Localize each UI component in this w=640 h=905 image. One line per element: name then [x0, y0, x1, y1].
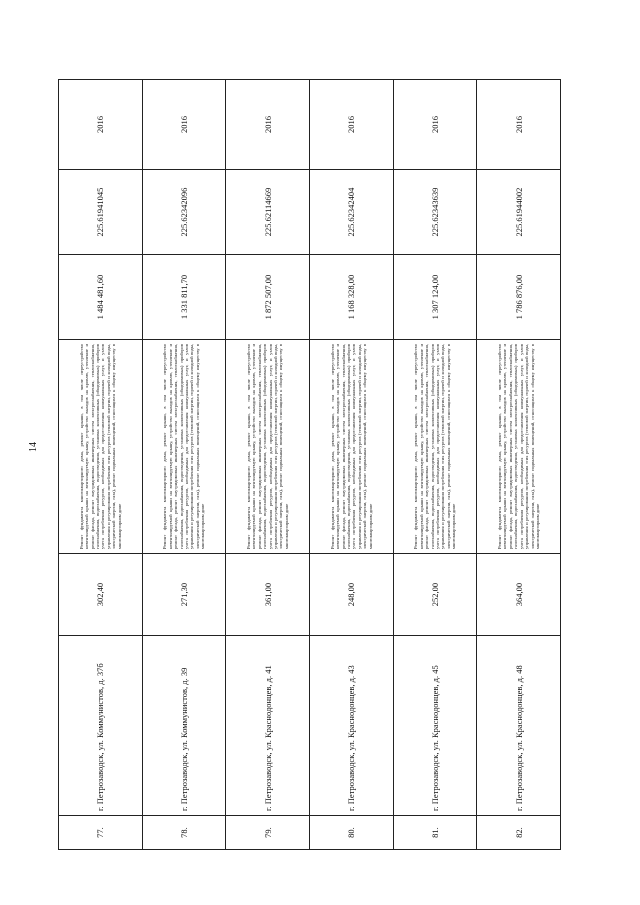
table-row	[142, 79, 226, 849]
row-work-description: Ремонт фундамента многоквартирного дома, ремонт крыши, в том числе переустройство невентилируемой крыши на вентилируемую крышу, устройство выходов на кровлю, утепление и ремонт фасада, ремонт внутридомовых инженерных систем электроснабжения, теплоснабжения, газоснабжения, водоснабжения, водоотведения, установка коллективных (общедомовых) приборов учета потребления ресурсов, необходимых для предоставления коммунальных услуг, и узлов управления и регулирования потребления этих ресурсов (тепловой энергии, горячей и холодной воды, электрической энергии, газа), ремонт подвальных помещений, относящихся к общему имуществу в многоквартирном доме	[59, 339, 142, 553]
page-number: 14	[28, 442, 39, 452]
row-code: 225.61941045	[59, 169, 142, 254]
row-work-description: Ремонт фундамента многоквартирного дома, ремонт крыши, в том числе переустройство невентилируемой крыши на вентилируемую крышу, устройство выходов на кровлю, утепление и ремонт фасада, ремонт внутридомовых инженерных систем электроснабжения, теплоснабжения, газоснабжения, водоснабжения, водоотведения, установка коллективных (общедомовых) приборов учета потребления ресурсов, необходимых для предоставления коммунальных услуг, и узлов управления и регулирования потребления этих ресурсов (тепловой энергии, горячей и холодной воды, электрической энергии, газа), ремонт подвальных помещений, относящихся к общему имуществу в многоквартирном доме	[143, 339, 226, 553]
row-cost: 1 872 507,00	[226, 254, 309, 339]
row-number: 78.	[143, 815, 226, 849]
row-year: 2016	[143, 79, 226, 169]
table-row	[476, 79, 560, 849]
row-year: 2016	[477, 79, 560, 169]
row-address: г. Петрозаводск, ул. Краснодонцев, д. 45	[394, 635, 477, 815]
row-address: г. Петрозаводск, ул. Коммунистов, д. 39	[143, 635, 226, 815]
row-number: 79.	[226, 815, 309, 849]
row-number: 80.	[310, 815, 393, 849]
row-cost: 1 484 481,60	[59, 254, 142, 339]
table-row	[393, 79, 477, 849]
row-year: 2016	[226, 79, 309, 169]
row-work-description: Ремонт фундамента многоквартирного дома, ремонт крыши, в том числе переустройство невентилируемой крыши на вентилируемую крышу, устройство выходов на кровлю, утепление и ремонт фасада, ремонт внутридомовых инженерных систем электроснабжения, теплоснабжения, газоснабжения, водоснабжения, водоотведения, установка коллективных (общедомовых) приборов учета потребления ресурсов, необходимых для предоставления коммунальных услуг, и узлов управления и регулирования потребления этих ресурсов (тепловой энергии, горячей и холодной воды, электрической энергии, газа), ремонт подвальных помещений, относящихся к общему имуществу в многоквартирном доме	[310, 339, 393, 553]
row-number: 82.	[477, 815, 560, 849]
row-address: г. Петрозаводск, ул. Коммунистов, д. 37б	[59, 635, 142, 815]
table-row	[225, 79, 309, 849]
row-work-description: Ремонт фундамента многоквартирного дома, ремонт крыши, в том числе переустройство невентилируемой крыши на вентилируемую крышу, устройство выходов на кровлю, утепление и ремонт фасада, ремонт внутридомовых инженерных систем электроснабжения, теплоснабжения, газоснабжения, водоснабжения, водоотведения, установка коллективных (общедомовых) приборов учета потребления ресурсов, необходимых для предоставления коммунальных услуг, и узлов управления и регулирования потребления этих ресурсов (тепловой энергии, горячей и холодной воды, электрической энергии, газа), ремонт подвальных помещений, относящихся к общему имуществу в многоквартирном доме	[477, 339, 560, 553]
row-work-description: Ремонт фундамента многоквартирного дома, ремонт крыши, в том числе переустройство невентилируемой крыши на вентилируемую крышу, устройство выходов на кровлю, утепление и ремонт фасада, ремонт внутридомовых инженерных систем электроснабжения, теплоснабжения, газоснабжения, водоснабжения, водоотведения, установка коллективных (общедомовых) приборов учета потребления ресурсов, необходимых для предоставления коммунальных услуг, и узлов управления и регулирования потребления этих ресурсов (тепловой энергии, горячей и холодной воды, электрической энергии, газа), ремонт подвальных помещений, относящихся к общему имуществу в многоквартирном доме	[394, 339, 477, 553]
row-area: 364,00	[477, 553, 560, 635]
row-year: 2016	[310, 79, 393, 169]
row-cost: 1 307 124,00	[394, 254, 477, 339]
row-work-description: Ремонт фундамента многоквартирного дома, ремонт крыши, в том числе переустройство невентилируемой крыши на вентилируемую крышу, устройство выходов на кровлю, утепление и ремонт фасада, ремонт внутридомовых инженерных систем электроснабжения, теплоснабжения, газоснабжения, водоснабжения, водоотведения, установка коллективных (общедомовых) приборов учета потребления ресурсов, необходимых для предоставления коммунальных услуг, и узлов управления и регулирования потребления этих ресурсов (тепловой энергии, горячей и холодной воды, электрической энергии, газа), ремонт подвальных помещений, относящихся к общему имуществу в многоквартирном доме	[226, 339, 309, 553]
row-year: 2016	[59, 79, 142, 169]
row-number: 81.	[394, 815, 477, 849]
row-address: г. Петрозаводск, ул. Краснодонцев, д. 48	[477, 635, 560, 815]
repair-table	[58, 79, 561, 850]
table-row	[58, 79, 142, 849]
row-code: 225.62342096	[143, 169, 226, 254]
table-row	[309, 79, 393, 849]
row-address: г. Петрозаводск, ул. Краснодонцев, д. 43	[310, 635, 393, 815]
row-area: 252,00	[394, 553, 477, 635]
row-cost: 1 786 876,00	[477, 254, 560, 339]
row-code: 225.62343639	[394, 169, 477, 254]
row-area: 361,00	[226, 553, 309, 635]
row-code: 225.62114669	[226, 169, 309, 254]
row-cost: 1 168 328,00	[310, 254, 393, 339]
row-area: 271,30	[143, 553, 226, 635]
row-code: 225.61944002	[477, 169, 560, 254]
row-cost: 1 331 811,70	[143, 254, 226, 339]
row-area: 248,00	[310, 553, 393, 635]
row-area: 302,40	[59, 553, 142, 635]
row-number: 77.	[59, 815, 142, 849]
row-code: 225.62342404	[310, 169, 393, 254]
row-year: 2016	[394, 79, 477, 169]
row-address: г. Петрозаводск, ул. Краснодонцев, д. 41	[226, 635, 309, 815]
